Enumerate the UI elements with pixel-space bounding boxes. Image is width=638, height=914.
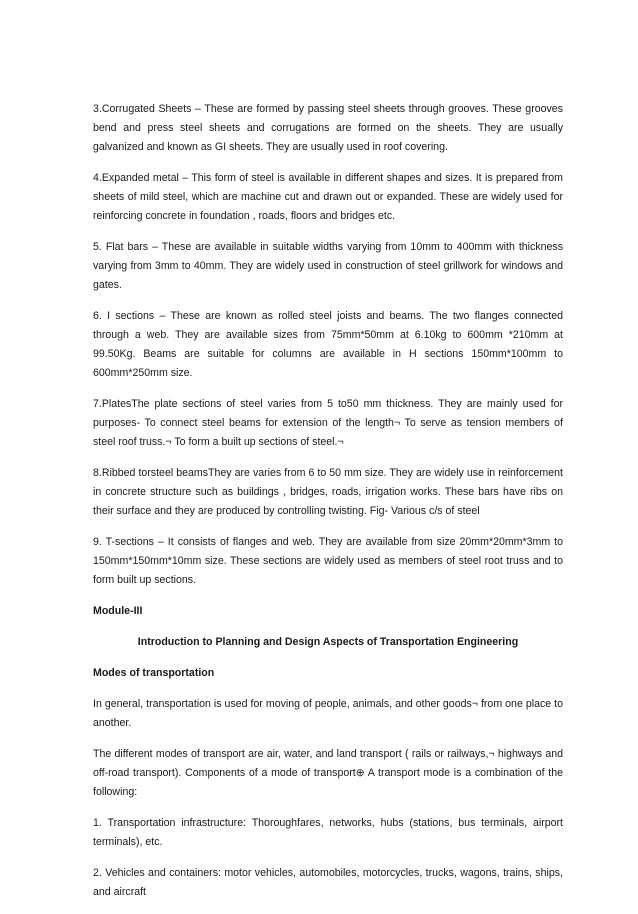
paragraph-expanded-metal: 4.Expanded metal – This form of steel is available in different shapes and sizes. It is prepared from sheets of mild steel, which are machine cut and drawn out or expanded. These are widely used for reinforcing concrete in foundation , roads, floors and bridges etc.: [93, 172, 563, 222]
document-page: [93, 100, 563, 914]
paragraph-vehicles: 2. Vehicles and containers: motor vehicles, automobiles, motorcycles, trucks, wagons, trains, ships, and aircraft: [93, 867, 563, 898]
module-heading: Module-III: [93, 605, 143, 617]
paragraph-t-sections: 9. T-sections – It consists of flanges and web. They are available from size 20mm*20mm*3mm to 150mm*150mm*10mm size. These sections are widely used as members of steel root truss and to form built up sections.: [93, 536, 563, 586]
modes-heading: Modes of transportation: [93, 667, 215, 679]
paragraph-transport-modes: The different modes of transport are air, water, and land transport ( rails or railways,¬ highways and off-road transport). Components of a mode of transport⊕ A transport mode is a combination of the following:: [93, 748, 563, 798]
intro-heading: Introduction to Planning and Design Aspects of Transportation Engineering: [137, 636, 519, 648]
paragraph-transport-general: In general, transportation is used for moving of people, animals, and other goods¬ from one place to another.: [93, 698, 563, 729]
paragraph-i-sections: 6. I sections – These are known as rolled steel joists and beams. The two flanges connected through a web. They are available sizes from 75mm*50mm at 6.10kg to 600mm *210mm at 99.50Kg. Beams are suitable for columns are available in H sections 150mm*100mm to 600mm*250mm size.: [93, 310, 563, 379]
paragraph-corrugated-sheets: 3.Corrugated Sheets – These are formed by passing steel sheets through grooves. These grooves bend and press steel sheets and corrugations are formed on the sheets. They are usually galvanized and known as GI sheets. They are usually used in roof covering.: [93, 103, 563, 153]
paragraph-plates: 7.PlatesThe plate sections of steel varies from 5 to50 mm thickness. They are mainly used for purposes- To connect steel beams for extension of the length¬ To serve as tension members of steel roof truss.¬ To form a built up sections of steel.¬: [93, 398, 563, 448]
paragraph-infrastructure: 1. Transportation infrastructure: Thoroughfares, networks, hubs (stations, bus terminals, airport terminals), etc.: [93, 817, 563, 848]
paragraph-flat-bars: 5. Flat bars – These are available in suitable widths varying from 10mm to 400mm with thickness varying from 3mm to 40mm. They are widely used in construction of steel grillwork for windows and gates.: [93, 241, 563, 291]
paragraph-ribbed-torsteel: 8.Ribbed torsteel beamsThey are varies from 6 to 50 mm size. They are widely use in reinforcement in concrete structure such as buildings , bridges, roads, irrigation works. These bars have ribs on their surface and they are produced by controlling twisting. Fig- Various c/s of steel: [93, 467, 563, 517]
